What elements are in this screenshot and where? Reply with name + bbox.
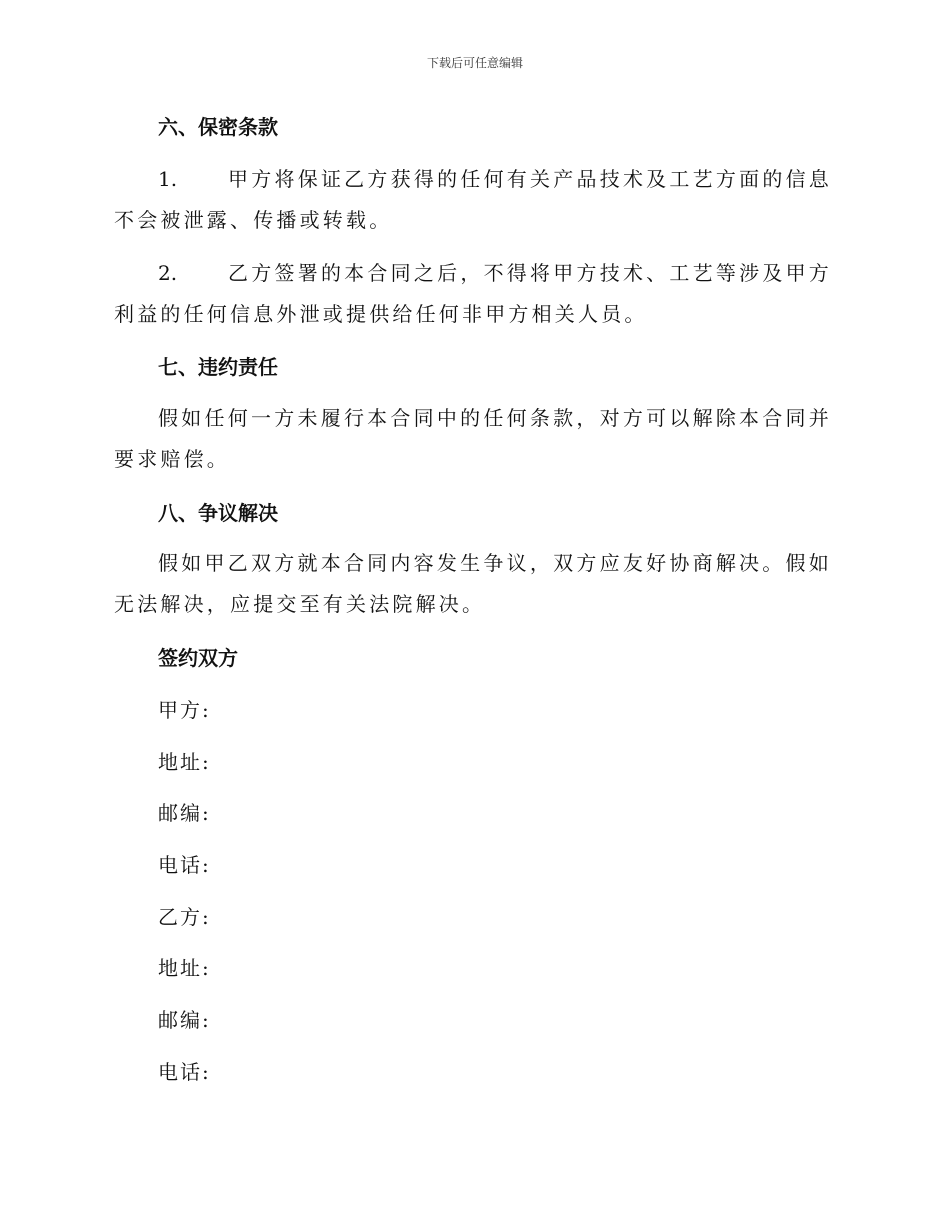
section-8-heading: 八、争议解决	[158, 501, 278, 525]
party-b-address: 地址:	[158, 956, 211, 980]
clause-6-1-text: 甲方将保证乙方获得的任何有关产品技术及工艺方面的信息不会被泄露、传播或转载。	[114, 167, 832, 232]
party-a-postcode: 邮编:	[158, 801, 211, 825]
page-header-note: 下载后可任意编辑	[426, 56, 523, 70]
section-7-heading: 七、违约责任	[158, 355, 278, 379]
party-a-phone: 电话:	[158, 853, 211, 877]
section-8-text: 假如甲乙双方就本合同内容发生争议，双方应友好协商解决。假如无法解决，应提交至有关法院解决。	[114, 551, 832, 616]
clause-6-2	[114, 253, 832, 335]
clause-6-1-number: 1.	[158, 167, 178, 191]
party-b-phone: 电话:	[158, 1060, 211, 1084]
clause-6-1	[114, 159, 832, 241]
party-a-label: 甲方:	[158, 698, 211, 722]
party-a-address: 地址:	[158, 750, 211, 774]
party-b-postcode: 邮编:	[158, 1008, 211, 1032]
clause-6-2-number: 2.	[158, 261, 178, 285]
signatures-heading: 签约双方	[158, 646, 238, 670]
clause-6-2-text: 乙方签署的本合同之后，不得将甲方技术、工艺等涉及甲方利益的任何信息外泄或提供给任何非甲方相关人员。	[114, 261, 832, 326]
section-7-text: 假如任何一方未履行本合同中的任何条款，对方可以解除本合同并要求赔偿。	[114, 406, 832, 471]
party-b-label: 乙方:	[158, 905, 211, 929]
section-6-heading: 六、保密条款	[158, 115, 278, 139]
